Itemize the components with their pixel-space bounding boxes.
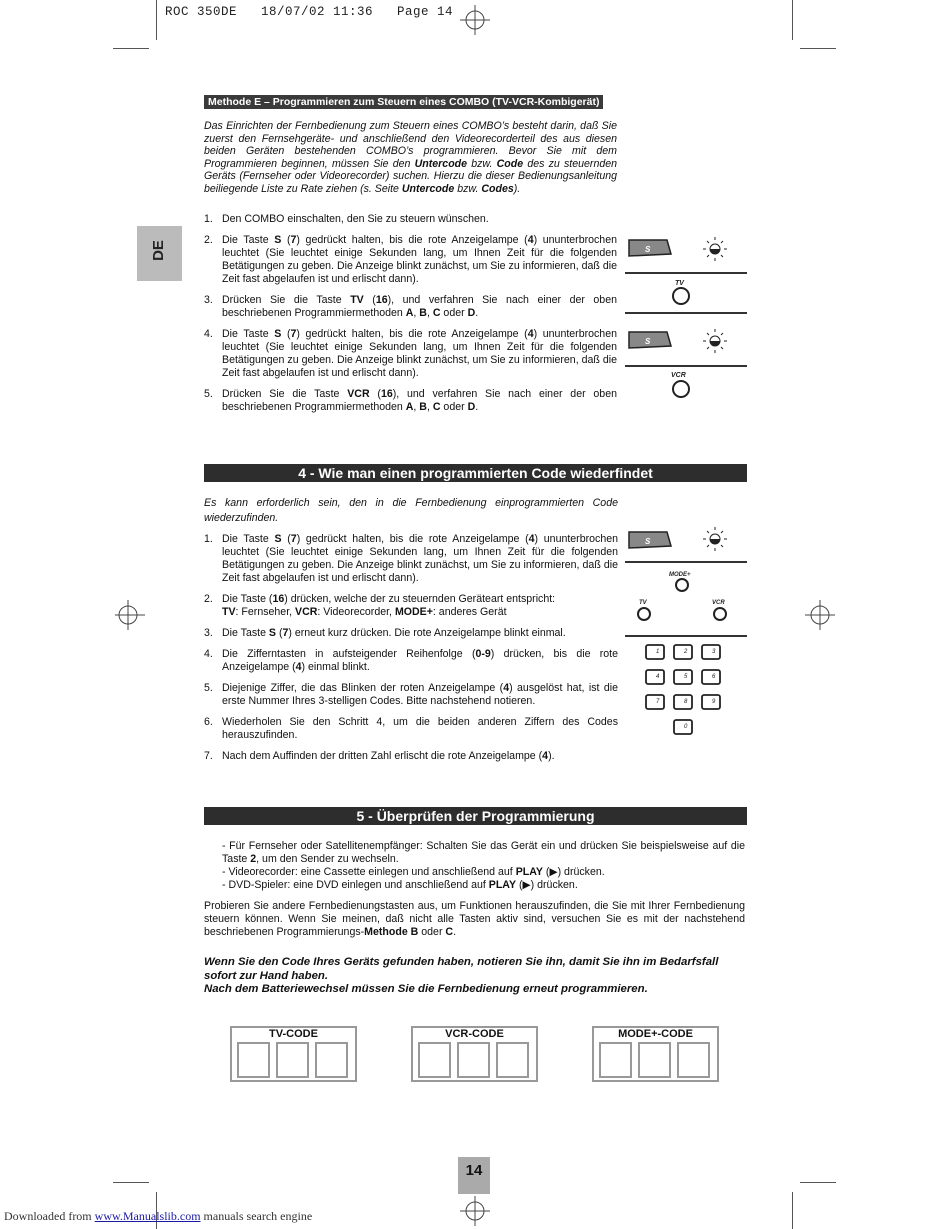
code-digit-cell[interactable] <box>315 1042 348 1078</box>
method-e-step-2: 2. Die Taste S (7) gedrückt halten, bis die rote Anzeigelampe (4) ununterbrochen leuchtet (Sie leuchtet einige Sekunden lang, um Ihnen Zeit für die folgenden Betätigungen zu geben. Die Anzeige blinkt zunächst, um Sie zu informieren, daß die Zeit fast abgelaufen ist und erlischt dann). <box>204 234 617 285</box>
section-4-illustration <box>625 524 747 749</box>
svg-text:MODE+: MODE+ <box>669 572 691 578</box>
code-digit-cell[interactable] <box>276 1042 309 1078</box>
method-e-step-1: 1. Den COMBO einschalten, den Sie zu steuern wünschen. <box>204 213 489 225</box>
code-digit-cell[interactable] <box>457 1042 490 1078</box>
keypad-key-7 <box>646 695 664 709</box>
section-4-step-1: 1. Die Taste S (7) gedrückt halten, bis die rote Anzeigelampe (4) ununterbrochen leuchtet (Sie leuchtet einige Sekunden lang, um Ihnen Zeit für die folgenden Betätigungen zu geben. Die Anzeige blinkt zunächst, um Sie zu informieren, daß die Zeit fast abgelaufen ist und erlischt dann). <box>204 533 618 584</box>
mode-plus-code-label: MODE+-CODE <box>618 1028 693 1040</box>
method-e-step-5: 5. Drücken Sie die Taste VCR (16), und verfahren Sie nach einer der oben beschriebenen Programmiermethoden A, B, C oder D. <box>204 388 617 413</box>
mode-plus-button-icon <box>669 572 691 591</box>
footer <box>4 1209 312 1224</box>
section-5-bullets <box>222 840 745 892</box>
svg-text:6: 6 <box>712 674 716 680</box>
svg-text:S: S <box>645 337 651 346</box>
tv-code-label: TV-CODE <box>269 1028 318 1040</box>
svg-text:9: 9 <box>712 699 716 705</box>
section-4-step-5: 5. Diejenige Ziffer, die das Blinken der roten Anzeigelampe (4) ausgelöst hat, ist die erste Nummer Ihres 3-stelligen Codes. Bitte nachstehend notieren. <box>204 682 618 707</box>
indicator-lamp-icon <box>703 527 727 551</box>
code-digit-cell[interactable] <box>496 1042 529 1078</box>
keypad-key-3 <box>702 645 720 659</box>
keypad-key-5 <box>674 670 692 684</box>
method-e-title: Methode E – Programmieren zum Steuern eines COMBO (TV-VCR-Kombigerät) <box>204 95 603 109</box>
code-digit-cell[interactable] <box>677 1042 710 1078</box>
svg-text:TV: TV <box>639 600 647 606</box>
svg-text:S: S <box>645 245 651 254</box>
s-key-icon <box>629 332 671 348</box>
section-4-step-4: 4. Die Zifferntasten in aufsteigender Reihenfolge (0-9) drücken, bis die rote Anzeigelampe (4) einmal blinkt. <box>204 648 618 673</box>
section-4-step-6: 6. Wiederholen Sie den Schritt 4, um die beiden anderen Ziffern des Codes herauszufinden. <box>204 716 618 741</box>
crop-mark <box>156 0 157 40</box>
indicator-lamp-icon <box>703 329 727 353</box>
svg-text:VCR: VCR <box>671 372 686 379</box>
section-4-intro: Es kann erforderlich sein, den in die Fernbedienung einprogrammierten Code wiederzufinden. <box>204 497 618 524</box>
section-4-step-7: 7. Nach dem Auffinden der dritten Zahl erlischt die rote Anzeigelampe (4). <box>204 750 555 762</box>
method-e-illustration <box>625 232 747 407</box>
method-e-step-4: 4. Die Taste S (7) gedrückt halten, bis die rote Anzeigelampe (4) ununterbrochen leuchtet (Sie leuchtet einige Sekunden lang, um Ihnen Zeit für die folgenden Betätigungen zu geben. Die Anzeige blinkt zunächst, um Sie zu informieren, daß die Zeit fast abgelaufen ist und erlischt dann). <box>204 328 617 379</box>
number-keypad <box>646 645 720 734</box>
svg-text:TV: TV <box>675 280 684 287</box>
language-tab <box>137 226 182 281</box>
crop-mark <box>800 1182 836 1183</box>
svg-text:1: 1 <box>656 649 660 655</box>
section-5-note <box>204 956 745 997</box>
registration-mark-right <box>805 600 835 630</box>
method-e-steps <box>204 213 617 414</box>
code-digit-cell[interactable] <box>418 1042 451 1078</box>
svg-text:8: 8 <box>684 699 688 705</box>
svg-text:5: 5 <box>684 674 688 680</box>
footer-suffix: manuals search engine <box>200 1209 313 1223</box>
svg-text:VCR: VCR <box>712 600 725 606</box>
registration-mark-left <box>115 600 145 630</box>
crop-mark <box>113 48 149 49</box>
keypad-key-4 <box>646 670 664 684</box>
keypad-key-2 <box>674 645 692 659</box>
tv-button-icon <box>638 600 650 620</box>
code-digit-cell[interactable] <box>599 1042 632 1078</box>
section-4-steps <box>204 533 618 763</box>
footer-prefix: Downloaded from <box>4 1209 95 1223</box>
tv-code-box <box>230 1026 357 1082</box>
indicator-lamp-icon <box>703 237 727 261</box>
vcr-button-icon <box>712 600 726 620</box>
s-key-icon <box>629 532 671 548</box>
note-line-2: Nach dem Batteriewechsel müssen Sie die Fernbedienung erneut programmieren. <box>204 983 648 995</box>
footer-link[interactable]: www.Manualslib.com <box>94 1209 201 1223</box>
crop-mark <box>800 48 836 49</box>
crop-mark <box>113 1182 149 1183</box>
keypad-key-6 <box>702 670 720 684</box>
svg-text:0: 0 <box>684 724 688 730</box>
code-digit-cell[interactable] <box>237 1042 270 1078</box>
svg-text:4: 4 <box>656 674 660 680</box>
method-e-step-3: 3. Drücken Sie die Taste TV (16), und verfahren Sie nach einer der oben beschriebenen Programmiermethoden A, B, C oder D. <box>204 294 617 319</box>
section-5-title: 5 - Überprüfen der Programmierung <box>204 807 747 825</box>
vcr-code-box <box>411 1026 538 1082</box>
svg-text:2: 2 <box>684 649 688 655</box>
svg-text:3: 3 <box>712 649 716 655</box>
method-e-intro: Das Einrichten der Fernbedienung zum Steuern eines COMBO’s besteht darin, daß Sie zuerst den Fernsehgeräte- und anschließend den Videorecorderteil des aus diesen beiden Geräten bestehenden COMBO’s programmieren. Bevor Sie mit dem Programmieren beginnen, müssen Sie den Untercode bzw. Code des zu steuernden Geräts (Fernseher oder Videorecorder) suchen. Hierzu die dieser Bedienungsanleitung beiliegende Liste zu Rate ziehen (s. Seite Untercode bzw. Codes). <box>204 120 618 195</box>
crop-mark <box>792 1192 793 1229</box>
page-number: 14 <box>458 1157 490 1194</box>
registration-mark-bottom <box>460 1196 490 1226</box>
vcr-button-icon <box>671 372 689 397</box>
keypad-key-9 <box>702 695 720 709</box>
section-4-step-2: 2. Die Taste (16) drücken, welche der zu steuernden Geräteart entspricht: TV: Fernseher, VCR: Videorecorder, MODE+: anderes Gerät <box>204 593 556 618</box>
note-line-1: Wenn Sie den Code Ihres Geräts gefunden haben, notieren Sie ihn, damit Sie ihn im Bedarfsfall sofort zur Hand haben. <box>204 956 719 982</box>
vcr-code-label: VCR-CODE <box>445 1028 504 1040</box>
keypad-key-8 <box>674 695 692 709</box>
tv-button-icon <box>673 280 689 304</box>
print-header: ROC 350DE 18/07/02 11:36 Page 14 <box>165 5 454 19</box>
section-5-paragraph: Probieren Sie andere Fernbedienungstasten aus, um Funktionen herauszufinden, die Sie mit Ihrer Fernbedienung steuern können. Wenn Sie meinen, daß nicht alle Tasten aktiv sind, versuchen Sie es mit der nachstehend beschriebenen Programmierungs-Methode B oder C. <box>204 900 745 938</box>
s-key-icon <box>629 240 671 256</box>
keypad-key-1 <box>646 645 664 659</box>
registration-mark-top <box>460 5 490 35</box>
mode-plus-code-box <box>592 1026 719 1082</box>
language-tab-label: DE <box>149 240 167 261</box>
bullet-dvd: - DVD-Spieler: eine DVD einlegen und anschließend auf PLAY (▶) drücken. <box>222 879 578 891</box>
bullet-vcr: - Videorecorder: eine Cassette einlegen und anschließend auf PLAY (▶) drücken. <box>222 866 605 878</box>
section-4-step-3: 3. Die Taste S (7) erneut kurz drücken. Die rote Anzeigelampe blinkt einmal. <box>204 627 566 639</box>
section-4-title: 4 - Wie man einen programmierten Code wiederfindet <box>204 464 747 482</box>
bullet-tv: - Für Fernseher oder Satellitenempfänger: Schalten Sie das Gerät ein und drücken Sie beispielsweise auf die Taste 2, um den Sender zu wechseln. <box>222 840 745 865</box>
keypad-key-0 <box>674 720 692 734</box>
code-digit-cell[interactable] <box>638 1042 671 1078</box>
svg-text:7: 7 <box>656 699 660 705</box>
svg-text:S: S <box>645 537 651 546</box>
crop-mark <box>792 0 793 40</box>
